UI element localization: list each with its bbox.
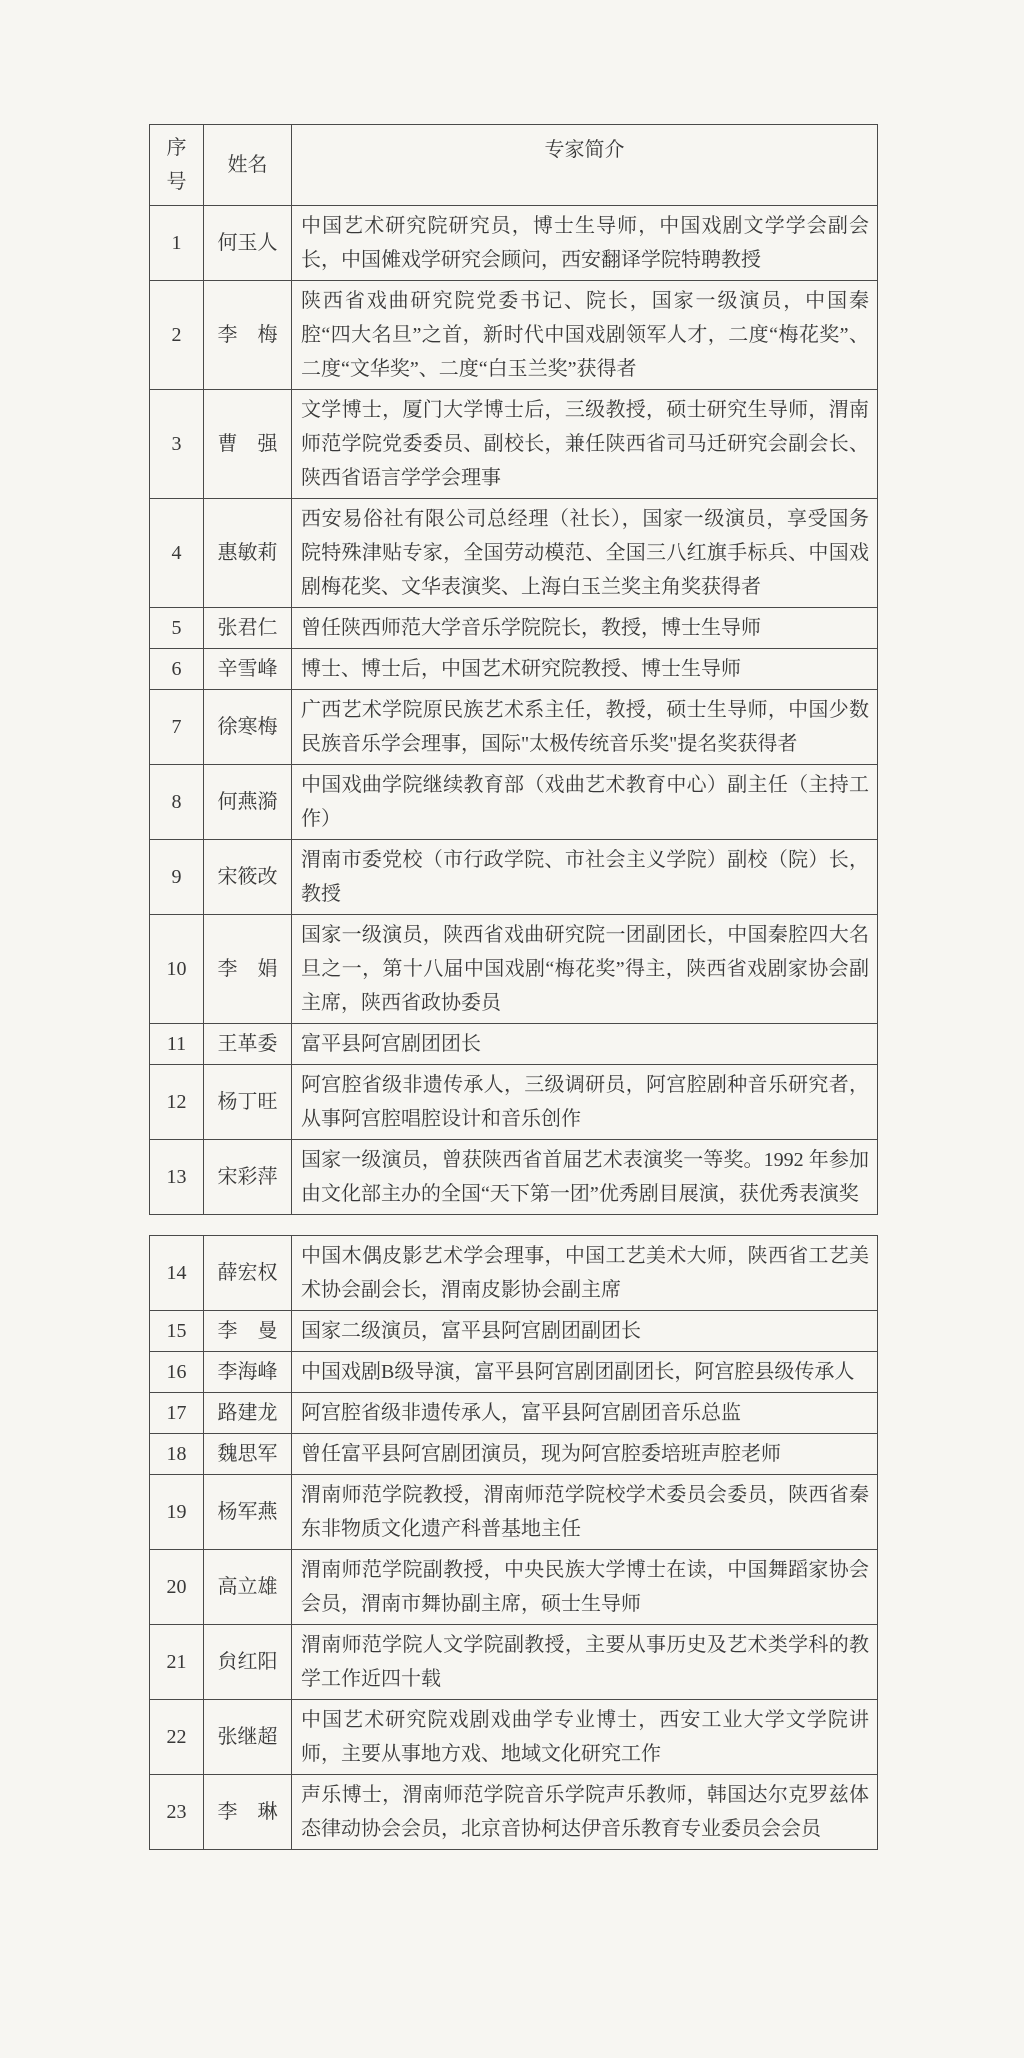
table-row (150, 390, 878, 499)
col-header-name: 姓名 (204, 125, 292, 206)
col-header-index: 序号 (150, 125, 204, 206)
cell-name: 李 琳 (204, 1775, 292, 1850)
cell-name: 李 梅 (204, 281, 292, 390)
cell-name: 何燕漪 (204, 765, 292, 840)
cell-name: 李 曼 (204, 1311, 292, 1352)
cell-name: 辛雪峰 (204, 649, 292, 690)
cell-bio: 国家一级演员，曾获陕西省首届艺术表演奖一等奖。1992 年参加由文化部主办的全国“天下第一团”优秀剧目展演，获优秀表演奖 (292, 1140, 878, 1215)
table-row (150, 608, 878, 649)
cell-bio: 阿宫腔省级非遗传承人，富平县阿宫剧团音乐总监 (292, 1393, 878, 1434)
cell-index: 19 (150, 1475, 204, 1550)
cell-name: 张继超 (204, 1700, 292, 1775)
table-row (150, 1434, 878, 1475)
experts-table-body-1 (150, 206, 878, 1215)
cell-index: 1 (150, 206, 204, 281)
cell-bio: 广西艺术学院原民族艺术系主任，教授，硕士生导师，中国少数民族音乐学会理事，国际"太极传统音乐奖"提名奖获得者 (292, 690, 878, 765)
cell-bio: 富平县阿宫剧团团长 (292, 1024, 878, 1065)
cell-name: 魏思军 (204, 1434, 292, 1475)
table-row (150, 1140, 878, 1215)
experts-tables-wrap (149, 124, 877, 1850)
table-row (150, 1475, 878, 1550)
cell-bio: 国家一级演员，陕西省戏曲研究院一团副团长，中国秦腔四大名旦之一，第十八届中国戏剧“梅花奖”得主，陕西省戏剧家协会副主席，陕西省政协委员 (292, 915, 878, 1024)
cell-index: 8 (150, 765, 204, 840)
cell-bio: 渭南师范学院副教授，中央民族大学博士在读，中国舞蹈家协会会员，渭南市舞协副主席，硕士生导师 (292, 1550, 878, 1625)
table-row (150, 840, 878, 915)
cell-bio: 声乐博士，渭南师范学院音乐学院声乐教师，韩国达尔克罗兹体态律动协会会员，北京音协柯达伊音乐教育专业委员会会员 (292, 1775, 878, 1850)
table-row (150, 1236, 878, 1311)
cell-index: 23 (150, 1775, 204, 1850)
cell-bio: 曾任陕西师范大学音乐学院院长，教授，博士生导师 (292, 608, 878, 649)
cell-bio: 国家二级演员，富平县阿宫剧团副团长 (292, 1311, 878, 1352)
table-row (150, 1352, 878, 1393)
cell-name: 何玉人 (204, 206, 292, 281)
table-row (150, 206, 878, 281)
cell-name: 薛宏权 (204, 1236, 292, 1311)
cell-bio: 曾任富平县阿宫剧团演员，现为阿宫腔委培班声腔老师 (292, 1434, 878, 1475)
cell-bio: 渭南市委党校（市行政学院、市社会主义学院）副校（院）长，教授 (292, 840, 878, 915)
cell-name: 宋筱改 (204, 840, 292, 915)
cell-bio: 中国木偶皮影艺术学会理事，中国工艺美术大师，陕西省工艺美术协会副会长，渭南皮影协会副主席 (292, 1236, 878, 1311)
cell-index: 16 (150, 1352, 204, 1393)
experts-table-header (150, 125, 878, 206)
table-row (150, 765, 878, 840)
cell-index: 4 (150, 499, 204, 608)
cell-index: 13 (150, 1140, 204, 1215)
cell-name: 张君仁 (204, 608, 292, 649)
cell-index: 7 (150, 690, 204, 765)
cell-index: 14 (150, 1236, 204, 1311)
table-row (150, 1700, 878, 1775)
table-row (150, 1550, 878, 1625)
cell-index: 3 (150, 390, 204, 499)
cell-bio: 博士、博士后，中国艺术研究院教授、博士生导师 (292, 649, 878, 690)
cell-index: 17 (150, 1393, 204, 1434)
table-row (150, 649, 878, 690)
cell-index: 21 (150, 1625, 204, 1700)
cell-name: 惠敏莉 (204, 499, 292, 608)
cell-index: 15 (150, 1311, 204, 1352)
cell-name: 李海峰 (204, 1352, 292, 1393)
header-row (150, 125, 878, 206)
experts-table-body-2 (150, 1236, 878, 1850)
cell-index: 12 (150, 1065, 204, 1140)
cell-name: 杨丁旺 (204, 1065, 292, 1140)
cell-index: 22 (150, 1700, 204, 1775)
cell-index: 20 (150, 1550, 204, 1625)
cell-index: 9 (150, 840, 204, 915)
cell-bio: 中国艺术研究院研究员，博士生导师，中国戏剧文学学会副会长，中国傩戏学研究会顾问，西安翻译学院特聘教授 (292, 206, 878, 281)
experts-table-primary (149, 124, 878, 1215)
cell-name: 贠红阳 (204, 1625, 292, 1700)
cell-index: 18 (150, 1434, 204, 1475)
cell-index: 10 (150, 915, 204, 1024)
table-row (150, 281, 878, 390)
cell-name: 徐寒梅 (204, 690, 292, 765)
col-header-bio: 专家简介 (292, 125, 878, 206)
table-row (150, 690, 878, 765)
experts-table-secondary (149, 1235, 878, 1850)
cell-name: 路建龙 (204, 1393, 292, 1434)
cell-name: 王革委 (204, 1024, 292, 1065)
cell-bio: 中国戏曲学院继续教育部（戏曲艺术教育中心）副主任（主持工作） (292, 765, 878, 840)
cell-name: 杨军燕 (204, 1475, 292, 1550)
cell-index: 6 (150, 649, 204, 690)
table-row (150, 1625, 878, 1700)
table-row (150, 1311, 878, 1352)
cell-index: 2 (150, 281, 204, 390)
cell-name: 高立雄 (204, 1550, 292, 1625)
cell-bio: 西安易俗社有限公司总经理（社长），国家一级演员，享受国务院特殊津贴专家，全国劳动模范、全国三八红旗手标兵、中国戏剧梅花奖、文华表演奖、上海白玉兰奖主角奖获得者 (292, 499, 878, 608)
cell-index: 11 (150, 1024, 204, 1065)
table-row (150, 499, 878, 608)
cell-bio: 中国艺术研究院戏剧戏曲学专业博士，西安工业大学文学院讲师，主要从事地方戏、地域文化研究工作 (292, 1700, 878, 1775)
cell-bio: 渭南师范学院人文学院副教授，主要从事历史及艺术类学科的教学工作近四十载 (292, 1625, 878, 1700)
cell-bio: 文学博士，厦门大学博士后，三级教授，硕士研究生导师，渭南师范学院党委委员、副校长，兼任陕西省司马迁研究会副会长、陕西省语言学学会理事 (292, 390, 878, 499)
table-row (150, 915, 878, 1024)
cell-bio: 中国戏剧B级导演，富平县阿宫剧团副团长，阿宫腔县级传承人 (292, 1352, 878, 1393)
cell-bio: 阿宫腔省级非遗传承人，三级调研员，阿宫腔剧种音乐研究者，从事阿宫腔唱腔设计和音乐创作 (292, 1065, 878, 1140)
cell-name: 曹 强 (204, 390, 292, 499)
cell-bio: 陕西省戏曲研究院党委书记、院长，国家一级演员，中国秦腔“四大名旦”之首，新时代中国戏剧领军人才，二度“梅花奖”、二度“文华奖”、二度“白玉兰奖”获得者 (292, 281, 878, 390)
cell-index: 5 (150, 608, 204, 649)
cell-bio: 渭南师范学院教授，渭南师范学院校学术委员会委员，陕西省秦东非物质文化遗产科普基地主任 (292, 1475, 878, 1550)
table-row (150, 1775, 878, 1850)
table-row (150, 1065, 878, 1140)
cell-name: 李 娟 (204, 915, 292, 1024)
table-row (150, 1024, 878, 1065)
table-row (150, 1393, 878, 1434)
cell-name: 宋彩萍 (204, 1140, 292, 1215)
